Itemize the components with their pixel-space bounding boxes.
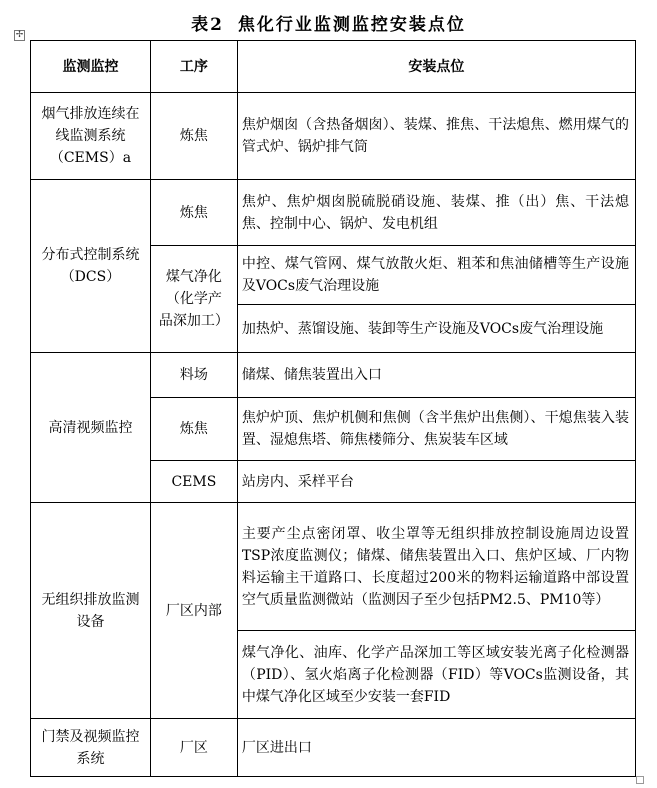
cell-monitoring: 无组织排放监测设备 [31,503,151,719]
table-row [31,353,636,398]
cell-process: 料场 [150,353,237,398]
cell-process: 炼焦 [150,93,237,180]
cell-location: 厂区进出口 [237,719,635,777]
table-resize-handle-icon[interactable] [636,776,644,784]
table-row [31,719,636,777]
cell-location: 中控、煤气管网、煤气放散火炬、粗苯和焦油储槽等生产设施及VOCs废气治理设施 [237,246,635,305]
monitoring-table [30,40,636,777]
header-row [31,41,636,93]
table-number: 表2 [191,15,224,35]
cell-location: 焦炉、焦炉烟囱脱硫脱硝设施、装煤、推（出）焦、干法熄焦、控制中心、锅炉、发电机组 [237,180,635,246]
cell-process: 厂区 [150,719,237,777]
cell-process: 炼焦 [150,398,237,461]
cell-location: 焦炉炉顶、焦炉机侧和焦侧（含半焦炉出焦侧）、干熄焦装入装置、湿熄焦塔、筛焦楼筛分、焦炭装车区域 [237,398,635,461]
table-row [31,93,636,180]
cell-location: 煤气净化、油库、化学产品深加工等区域安装光离子化检测器（PID）、氢火焰离子化检测器（FID）等VOCs监测设备，其中煤气净化区域至少安装一套FID [237,631,635,719]
cell-process: 煤气净化（化学产品深加工） [150,246,237,353]
cell-monitoring: 门禁及视频监控系统 [31,719,151,777]
table-row [31,180,636,246]
table-title: 焦化行业监测监控安装点位 [237,15,466,35]
cell-process: 炼焦 [150,180,237,246]
header-location: 安装点位 [237,41,635,93]
table-row [31,503,636,631]
table-caption [0,10,657,35]
cell-monitoring: 高清视频监控 [31,353,151,503]
header-monitoring: 监测监控 [31,41,151,93]
cell-location: 站房内、采样平台 [237,461,635,503]
cell-location: 储煤、储焦装置出入口 [237,353,635,398]
cell-process: CEMS [150,461,237,503]
header-process: 工序 [150,41,237,93]
cell-process: 厂区内部 [150,503,237,719]
cell-location: 主要产尘点密闭罩、收尘罩等无组织排放控制设施周边设置TSP浓度监测仪；储煤、储焦装置出入口、焦炉区域、厂内物料运输主干道路口、长度超过200米的物料运输道路中部设置空气质量监测微站（监测因子至少包括PM2.5、PM10等） [237,503,635,631]
table-move-handle-icon[interactable]: ✢ [15,30,24,40]
cell-monitoring: 烟气排放连续在线监测系统（CEMS）a [31,93,151,180]
cell-monitoring: 分布式控制系统（DCS） [31,180,151,353]
cell-location: 焦炉烟囱（含热备烟囱）、装煤、推焦、干法熄焦、燃用煤气的管式炉、锅炉排气筒 [237,93,635,180]
cell-location: 加热炉、蒸馏设施、装卸等生产设施及VOCs废气治理设施 [237,305,635,353]
